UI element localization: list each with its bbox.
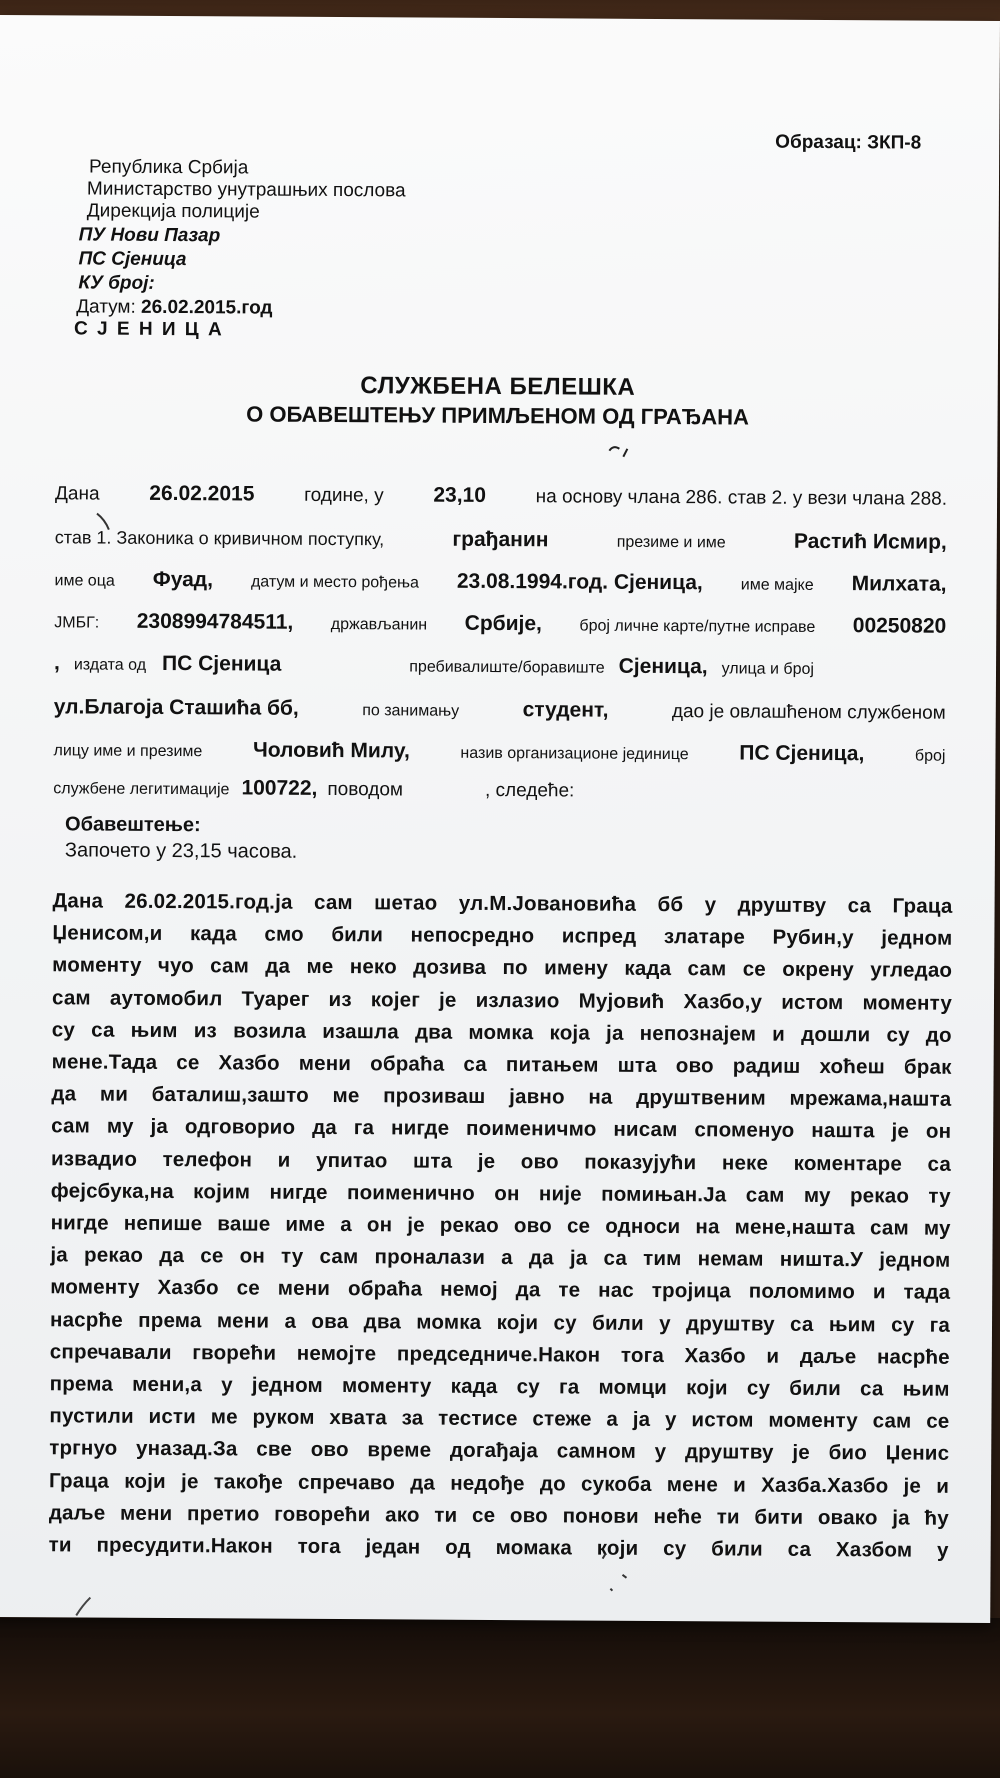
header-line-republic: Република Србија [89,156,249,179]
mother-name-field: Милхата, [851,572,947,596]
statement-line: ти пресудити.Након тога један од момака који су били са Хазбом у [48,1533,949,1562]
statement-line: мене.Тада се Хазбо мени обраћа са питањем шта ово радиш хоћеш брак [51,1050,952,1079]
date-value: 26.02.2015.год [141,296,273,319]
header-line-ministry: Министарство унутрашњих послова [86,178,406,202]
jmbg-field: 2308994784511, [136,609,294,634]
issued-by-field: ПС Сјеница [162,651,282,676]
birth-field: 23.08.1994.год. Сјеница, [456,569,703,595]
statement-line: моменту чуо сам да ме неко дозива по имену када сам се окрену угледао [52,953,953,983]
form-line-1: Дана 26.02.2015 године, у 23,10 на основу члана 286. став 2. у вези члана 288. [55,481,948,510]
statement-line: насрће према мени а ова два момка који су били у друштву са њим су га [49,1307,951,1337]
time-field: 23,10 [433,483,487,507]
statement-line: тргнуо уназад.За све ово време догађаја самном у друштву је био Џенис [49,1436,950,1466]
statement-line: фејсбука,на којим нигде поименично он није помињан.Ја сам му рекао ту [50,1179,951,1208]
statement-line: да ми баталиш,зашто ме прозиваш јавно на друштвеним мрежама,нашта [51,1082,952,1111]
form-line-8: службене легитимације 100722, поводом , следеће: [53,776,575,802]
header-line-directorate: Дирекција полиције [86,200,260,223]
statement-line: ја рекао да се он ту сам проналази а да ја са тим немам ништа.У једном [50,1243,951,1273]
statement-line: сам аутомобил Туарег из којег је излазио Мујовић Хазбо,у истом моменту [51,985,953,1015]
form-line-5: , издата од ПС Сјеница пребивалиште/боравиште Сјеница, улица и број [53,651,815,679]
statement-line: Џенисом,и када смо били непосредно испред златаре Рубин,у једном [52,921,953,950]
document-title: СЛУЖБЕНА БЕЛЕШКА [360,372,636,401]
statement-line: извадио телефон и упитао шта је ово показујући неке коментаре са [50,1146,952,1176]
header-line-ku: КУ број: [78,272,155,294]
form-line-3: име оца Фуад, датум и место рођења 23.08.1994.год. Сјеница, име мајке Милхата, [54,567,947,596]
header-city: С Ј Е Н И Ц А [74,318,224,341]
pen-marks [0,15,1000,1623]
statement-line: нигде непише ваше име а он је рекао ово се односи на мене,нашта сам му [50,1211,951,1240]
pen-mark [76,1597,90,1615]
pen-mark [609,447,627,457]
form-line-6: ул.Благоја Сташића бб, по занимању студент, дао је овлашћеном службеном [53,695,946,724]
occupation-field: студент, [522,698,609,722]
date-label: Датум: [76,296,136,318]
unit-field: ПС Сјеница, [739,741,865,766]
document-subtitle: О ОБАВЕШТЕЊУ ПРИМЉЕНОМ ОД ГРАЂАНА [246,401,750,430]
citizen-name-field: Растић Исмир, [793,529,947,554]
header-line-ps: ПС Сјеница [78,248,187,271]
document-page [0,15,1000,1623]
form-line-7: лицу име и презиме Чоловић Милу, назив организационе јединице ПС Сјеница, број [53,738,946,766]
statement-line: моменту Хазбо се мени обраћа немој да те нас тројица поломимо и тада [50,1275,951,1305]
statement-line: сам му ја одговорио да га нигде поименичмо нисам споменуо нашта је он [51,1114,952,1144]
form-code: Образац: ЗКП-8 [775,131,922,154]
statement-line: даље мени претио говорећи ако ти се ово понови неће ти бити овако ја ћу [48,1501,949,1530]
form-line-2: став 1. Законика о кривичном поступку, грађанин презиме и име Растић Исмир, [54,527,947,554]
pen-mark [602,1554,626,1591]
statement-line: спречавали гворећи немојте председниче.Након тога Хазбо и даље насрће [49,1340,950,1369]
officer-name-field: Чоловић Милу, [252,738,410,763]
information-start-time: Започето у 23,15 часова. [64,839,298,863]
statement-line: су са њим из возила изашла два момка која ја непознајем и дошли су до [51,1018,952,1047]
badge-number-field: 100722, [241,776,318,800]
statement-line: према мени,а у једном моменту када су га момци који су били са њим [49,1372,950,1401]
pen-mark [97,514,109,530]
statement-line: Граца који је такође спречаво да недође до сукоба мене и Хазба.Хазбо је и [48,1468,950,1498]
residence-field: Сјеница, [618,654,708,679]
citizenship-field: Србије, [464,611,542,636]
father-name-field: Фуад, [152,567,214,592]
information-label: Обавештење: [64,813,201,837]
address-field: ул.Благоја Сташића бб, [53,695,299,720]
date-field: 26.02.2015 [149,481,255,506]
statement-line: пустили исти ме руком хвата за тестисе стеже а ја у истом моменту сам се [49,1404,950,1434]
table-surface-bottom [0,1618,1000,1778]
form-line-4: ЈМБГ: 2308994784511, држављанин Србије, број личне карте/путне исправе 00250820 [54,609,947,638]
statement-line: Дана 26.02.2015.год.ја сам шетао ул.М.Јовановића бб у друштву са Граца [52,889,953,918]
header-line-pu: ПУ Нови Пазар [78,224,221,247]
id-number-field: 00250820 [852,614,947,638]
